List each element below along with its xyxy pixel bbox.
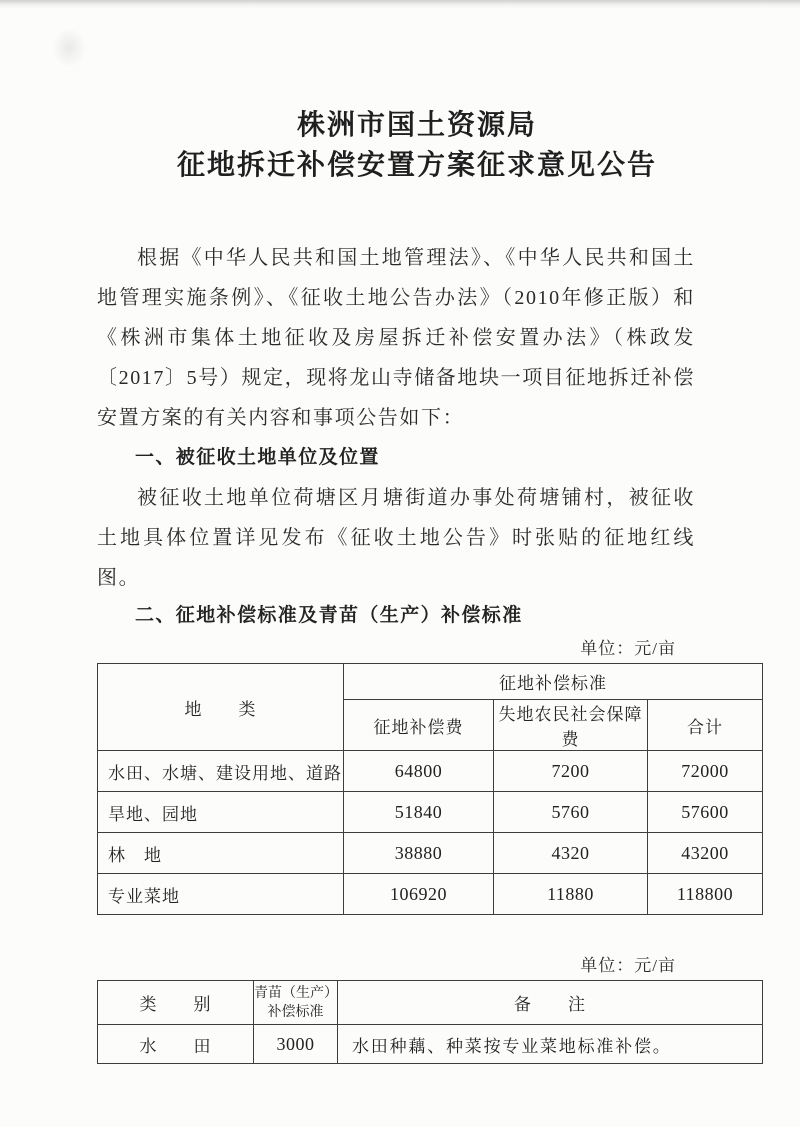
table2-header-standard: [254, 981, 338, 1025]
unit-label-2: 单位：元/亩: [580, 956, 676, 975]
table-row: [98, 833, 763, 874]
table2-header-category: 类 别: [98, 981, 254, 1025]
fee-cell: 51840: [344, 792, 494, 833]
category-cell: 水 田: [98, 1025, 254, 1064]
table-row: [98, 874, 763, 915]
standard-header-line1: 青苗（生产）: [254, 985, 338, 1001]
table2-header-row: [98, 981, 763, 1025]
land-type-cell: 水田、水塘、建设用地、道路: [98, 751, 344, 792]
fee-cell: 38880: [344, 833, 494, 874]
table-row: [98, 751, 763, 792]
table1-header-social: 失地农民社会保障费: [494, 700, 648, 751]
total-cell: 118800: [648, 874, 763, 915]
section1-heading: 一、被征收土地单位及位置: [135, 447, 380, 468]
table-row: [98, 792, 763, 833]
social-cell: 4320: [494, 833, 648, 874]
land-type-cell: 旱地、园地: [98, 792, 344, 833]
seedling-compensation-table: [97, 980, 763, 1064]
remark-cell: 水田种藕、种菜按专业菜地标准补偿。: [338, 1025, 763, 1064]
fee-cell: 64800: [344, 751, 494, 792]
doc-title-line2: 征地拆迁补偿安置方案征求意见公告: [176, 150, 657, 181]
table2-header-remark: 备 注: [338, 981, 763, 1025]
social-cell: 7200: [494, 751, 648, 792]
table1-header-fee: 征地补偿费: [344, 700, 494, 751]
doc-title-line1: 株洲市国土资源局: [296, 110, 537, 141]
land-compensation-table: [97, 663, 763, 915]
table1-header-land-type: 地 类: [98, 664, 344, 751]
table1-header-row-1: [98, 664, 763, 700]
table1-header-total: 合计: [648, 700, 763, 751]
fee-cell: 106920: [344, 874, 494, 915]
section1-paragraph: 被征收土地单位荷塘区月塘街道办事处荷塘铺村，被征收土地具体位置详见发布《征收土地公告》时张贴的征地红线图。: [97, 487, 695, 589]
standard-cell: 3000: [254, 1025, 338, 1064]
land-type-cell: 林 地: [98, 833, 344, 874]
table-row: [98, 1025, 763, 1064]
social-cell: 5760: [494, 792, 648, 833]
standard-header-line2: 补偿标准: [267, 1004, 324, 1020]
land-type-cell: 专业菜地: [98, 874, 344, 915]
total-cell: 57600: [648, 792, 763, 833]
unit-label-1: 单位：元/亩: [580, 639, 676, 658]
intro-paragraph: 根据《中华人民共和国土地管理法》、《中华人民共和国土地管理实施条例》、《征收土地公告办法》（2010年修正版）和《株洲市集体土地征收及房屋拆迁补偿安置办法》（株政发〔2017〕5号）规定，现将龙山寺储备地块一项目征地拆迁补偿安置方案的有关内容和事项公告如下：: [97, 247, 695, 429]
social-cell: 11880: [494, 874, 648, 915]
table1-header-group: 征地补偿标准: [344, 664, 763, 700]
total-cell: 43200: [648, 833, 763, 874]
section2-heading: 二、征地补偿标准及青苗（生产）补偿标准: [135, 605, 523, 626]
total-cell: 72000: [648, 751, 763, 792]
